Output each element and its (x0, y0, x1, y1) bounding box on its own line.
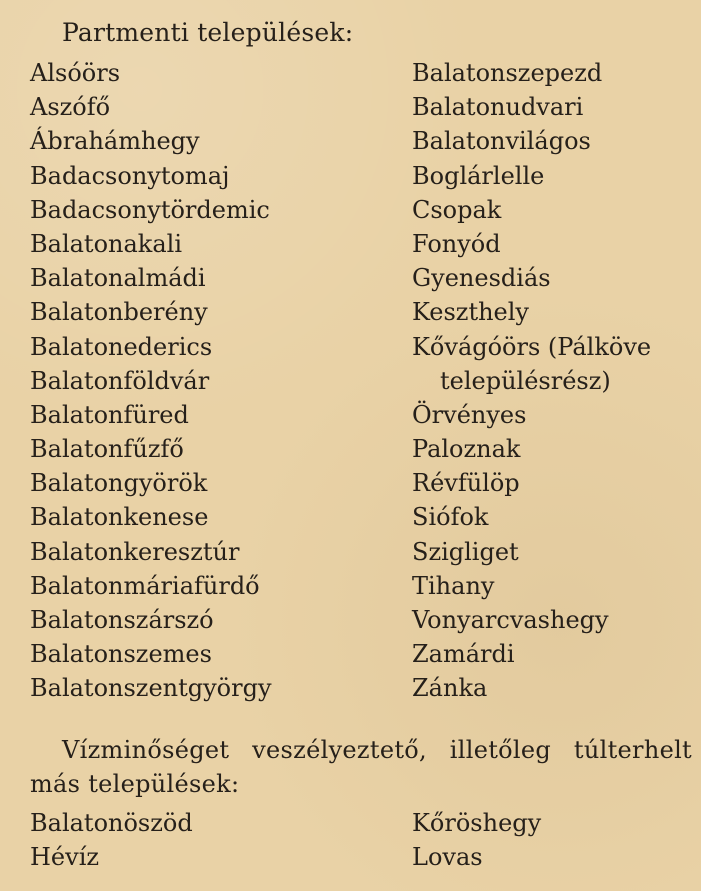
other-settlements-left (30, 806, 193, 874)
settlement-item: Balatonakali (30, 229, 182, 258)
settlement-item: Paloznak (412, 435, 521, 464)
settlement-item: Balatonudvari (412, 93, 584, 122)
settlement-item: Balatonmáriafürdő (30, 571, 260, 600)
settlement-item: Alsóörs (30, 59, 121, 87)
settlement-item: Balatonfüred (30, 400, 189, 429)
settlement-item: Balatonszárszó (30, 606, 214, 634)
settlement-item: Hévíz (30, 843, 100, 871)
shoreline-settlements-right (412, 56, 651, 706)
settlement-item: Gyenesdiás (412, 264, 551, 293)
settlement-item: Szigliget (412, 537, 519, 566)
settlement-item: Siófok (412, 503, 489, 532)
settlement-item: Badacsonytördemic (30, 195, 270, 224)
settlement-item: Balatonkenese (30, 503, 209, 532)
settlement-item: Aszófő (30, 93, 111, 122)
other-settlements-right (412, 806, 541, 874)
settlement-item: Zamárdi (412, 640, 515, 669)
settlement-item: Balatonkeresztúr (30, 537, 240, 566)
settlement-item: Lovas (412, 843, 483, 871)
settlement-item: Csopak (412, 195, 502, 224)
settlement-item: Vonyarcvashegy (412, 606, 609, 634)
settlement-item: Balatongyörök (30, 469, 208, 498)
settlement-item: Örvényes (412, 400, 527, 429)
settlement-item: Balatonederics (30, 332, 213, 361)
settlement-item: Balatonöszöd (30, 809, 193, 837)
settlement-item: Balatonföldvár (30, 366, 210, 395)
settlement-item: Fonyód (412, 229, 501, 258)
settlement-item: Keszthely (412, 298, 529, 327)
settlement-item: Balatonberény (30, 298, 208, 327)
settlement-item: Balatonszentgyörgy (30, 674, 272, 703)
settlement-item: Balatonszemes (30, 640, 212, 669)
settlement-item: Kőröshegy (412, 809, 542, 837)
settlement-item: Balatonalmádi (30, 264, 206, 293)
settlement-item: Tihany (412, 571, 495, 600)
settlement-item: Balatonvilágos (412, 127, 591, 156)
section-heading: Partmenti települések: (62, 18, 354, 47)
shoreline-settlements-left (30, 56, 272, 706)
settlement-item: Ábrahámhegy (30, 127, 200, 156)
settlement-item: településrész) (440, 366, 611, 395)
settlement-item: Balatonszepezd (412, 59, 603, 87)
settlement-item: Boglárlelle (412, 161, 545, 190)
settlement-item: Balatonfűzfő (30, 435, 184, 464)
settlement-item: Révfülöp (412, 469, 520, 498)
other-settlements-paragraph: Vízminőséget veszélyeztető, illetőleg túlterhelt más települések: (30, 736, 692, 798)
settlement-item: Kővágóörs (Pálköve (412, 332, 652, 361)
settlement-item: Badacsonytomaj (30, 161, 230, 190)
settlement-item: Zánka (412, 674, 488, 703)
